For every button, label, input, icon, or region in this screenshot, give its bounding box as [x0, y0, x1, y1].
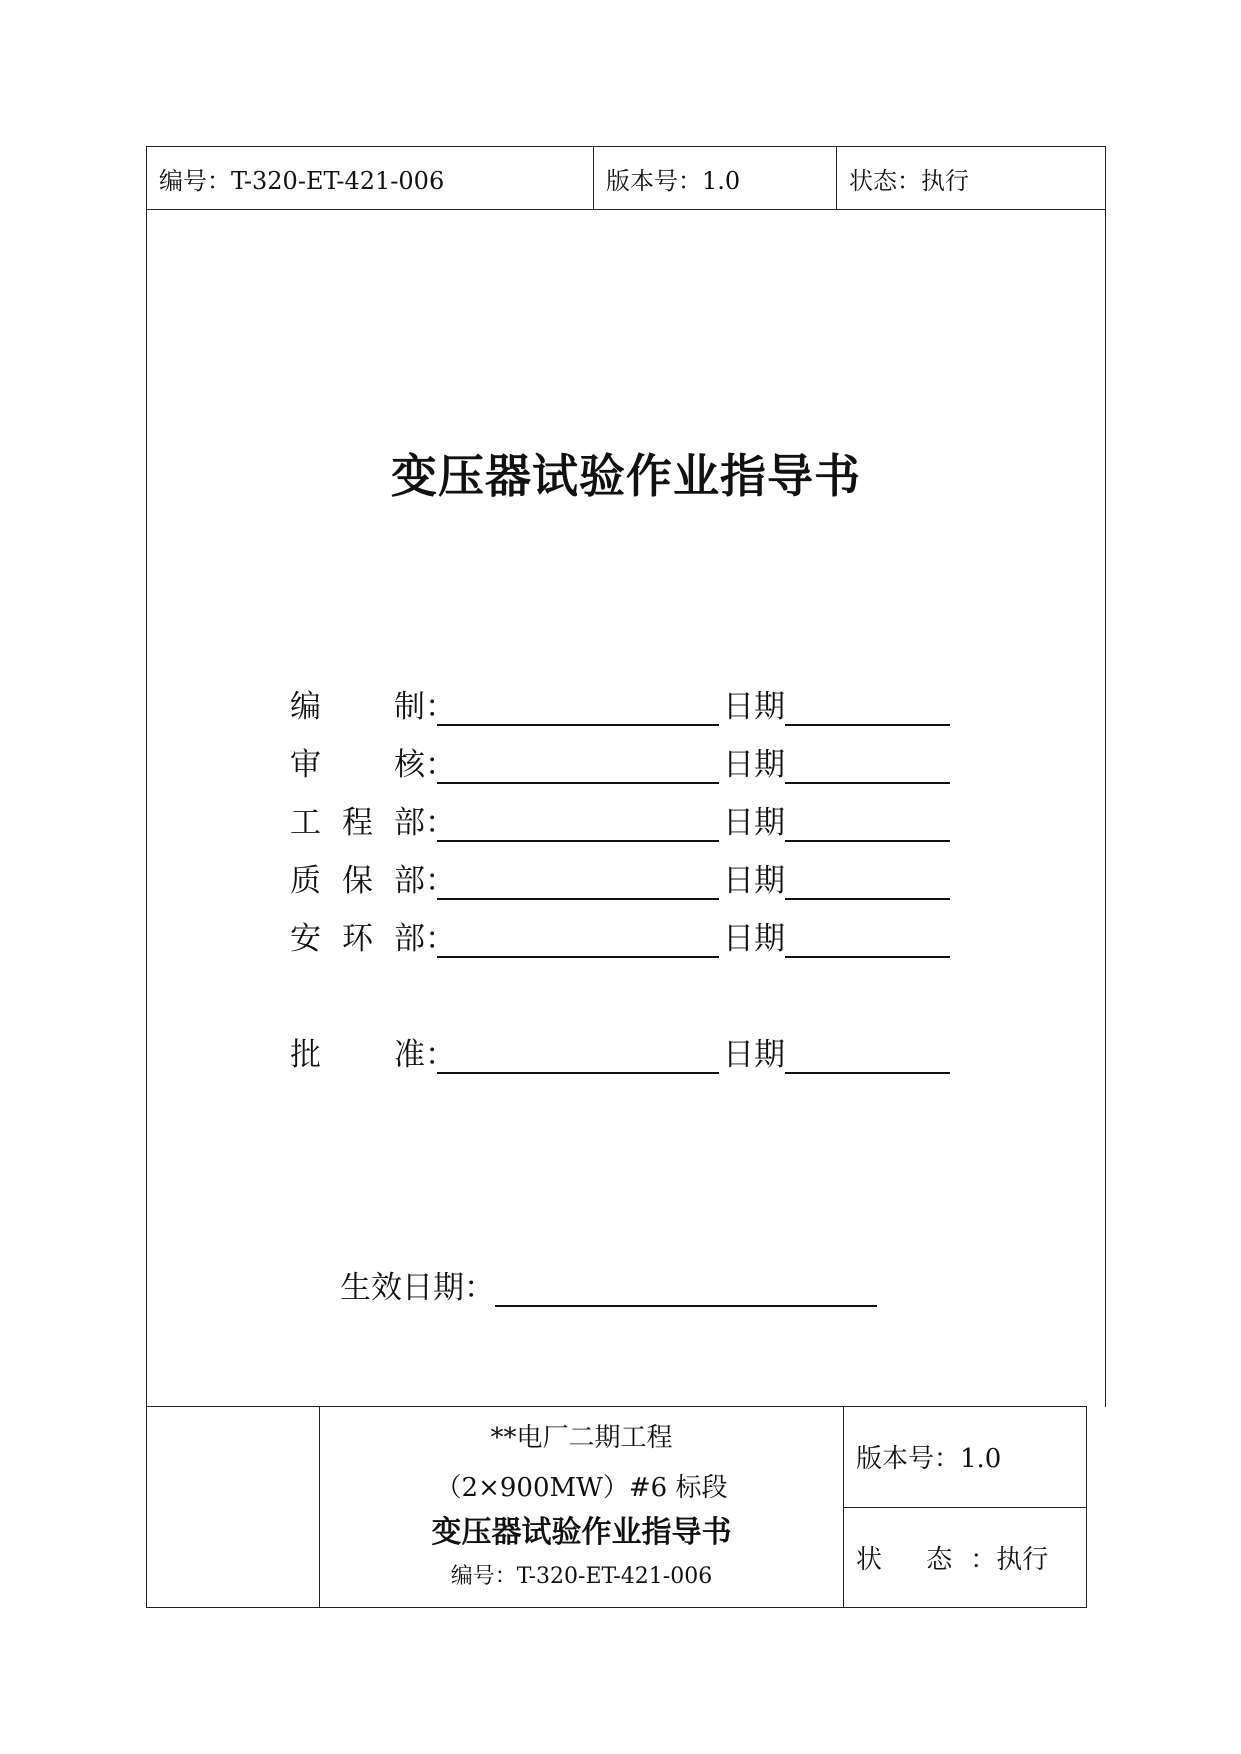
header-status: 状态：执行 [849, 166, 969, 195]
effective-date-row: 生效日期 ： [340, 1262, 877, 1307]
footer-meta-cell [844, 1407, 1086, 1607]
date-line[interactable] [785, 864, 950, 900]
signature-line[interactable] [437, 864, 719, 900]
footer-section: （2×900MW）#6 标段 [435, 1473, 728, 1503]
footer-logo-cell [147, 1407, 320, 1607]
signature-row-quality: 质 保 部 ： 日期 [290, 854, 950, 900]
signature-row-approve: 批 准 ： 日期 [290, 1028, 950, 1074]
header-doc-no: 编号：T-320-ET-421-006 [147, 147, 594, 209]
signature-line[interactable] [437, 690, 719, 726]
signature-line[interactable] [437, 748, 719, 784]
date-line[interactable] [785, 806, 950, 842]
document-title: 变压器试验作业指导书 [391, 449, 861, 503]
effective-date-label: 生效日期 [340, 1270, 464, 1306]
signature-label: 质 保 部 [290, 863, 425, 899]
signature-label: 编 制 [290, 689, 425, 725]
signature-row-review: 审 核 ： 日期 [290, 738, 950, 784]
date-line[interactable] [785, 922, 950, 958]
header-version: 版本号：1.0 [594, 147, 837, 209]
signature-row-engineering: 工 程 部 ： 日期 [290, 796, 950, 842]
footer-doc-no: 编号：T-320-ET-421-006 [450, 1564, 713, 1589]
date-line[interactable] [785, 1038, 950, 1074]
footer-version: 版本号：1.0 [844, 1407, 1086, 1508]
signature-row-compile: 编 制 ： 日期 [290, 680, 950, 726]
date-line[interactable] [785, 748, 950, 784]
footer-info-cell [320, 1407, 844, 1607]
effective-date-line[interactable] [495, 1271, 877, 1307]
date-line[interactable] [785, 690, 950, 726]
header-table [146, 146, 1106, 210]
footer-title: 变压器试验作业指导书 [431, 1515, 732, 1550]
footer-table [146, 1406, 1087, 1608]
signature-label: 工 程 部 [290, 805, 425, 841]
footer-status: 状 态 ：执行 [856, 1544, 1049, 1575]
signature-label: 批 准 [290, 1037, 425, 1073]
signature-line[interactable] [437, 1038, 719, 1074]
signature-line[interactable] [437, 806, 719, 842]
signature-line[interactable] [437, 922, 719, 958]
signature-label: 安 环 部 [290, 921, 425, 957]
signature-row-safety: 安 环 部 ： 日期 [290, 912, 950, 958]
footer-project: **电厂二期工程 [490, 1423, 673, 1453]
signature-label: 审 核 [290, 747, 425, 783]
